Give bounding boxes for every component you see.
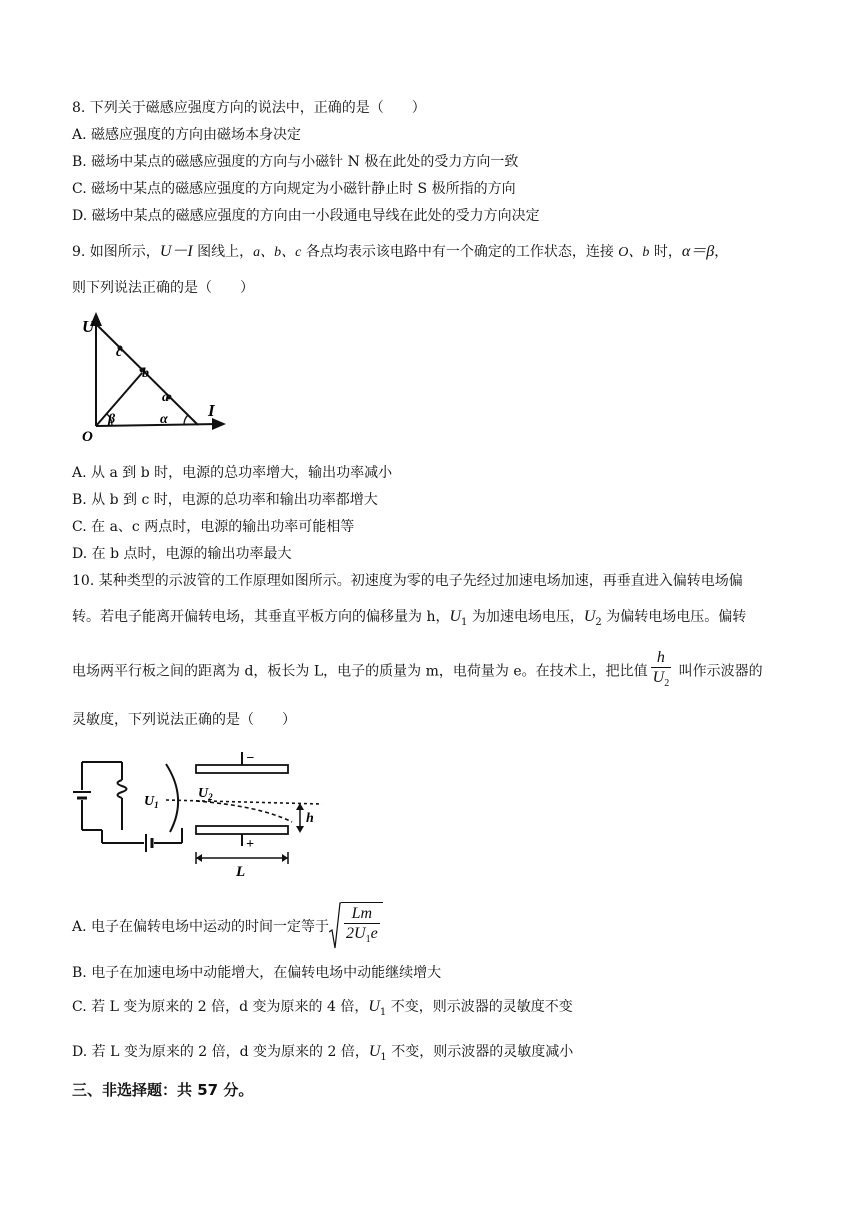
q10-option-a bbox=[72, 902, 383, 952]
q9-axis-i-label: I bbox=[208, 401, 215, 420]
q9-stem-text-5: ， bbox=[714, 244, 729, 260]
q9-ui-graph-figure bbox=[76, 308, 236, 448]
q10-option-c-text-a: C. 若 L 变为原来的 2 倍，d 变为原来的 4 倍， bbox=[72, 999, 369, 1015]
q10-option-c-text-b: 不变，则示波器的灵敏度不变 bbox=[386, 999, 573, 1015]
q10-fig-l-label: L bbox=[236, 864, 246, 878]
q10-stem-line1: 10. 某种类型的示波管的工作原理如图所示。初速度为零的电子先经过加速电场加速，再垂直进入偏转电场偏 bbox=[72, 573, 743, 589]
q9-angle-beta-label: β bbox=[108, 412, 116, 427]
q9-option-c: C. 在 a、c 两点时，电源的输出功率可能相等 bbox=[72, 519, 355, 535]
q10-option-c-u-sub: 1 bbox=[379, 1007, 387, 1018]
q9-angle-alpha-label: α bbox=[160, 412, 168, 427]
q10-option-c bbox=[72, 997, 573, 1023]
q9-option-d: D. 在 b 点时，电源的输出功率最大 bbox=[72, 546, 292, 562]
q10-fig-u1-label: $U_1$ bbox=[144, 794, 159, 810]
q10-option-a-den-a: 2U bbox=[346, 925, 366, 942]
q9-option-a: A. 从 a 到 b 时，电源的总功率增大，输出功率减小 bbox=[72, 465, 393, 481]
q10-fraction-denominator: U bbox=[652, 669, 665, 686]
q10-option-b: B. 电子在加速电场中动能增大，在偏转电场中动能继续增大 bbox=[72, 965, 442, 981]
q10-fraction-denominator-sub: 2 bbox=[664, 678, 670, 689]
q10-u1-symbol: U bbox=[449, 608, 462, 625]
q9-point-a-label: a bbox=[162, 390, 169, 405]
q10-stem-line3 bbox=[72, 649, 763, 694]
q9-stem-text-3: 各点均表示该电路中有一个确定的工作状态，连接 bbox=[301, 244, 619, 260]
q10-line2-text-c: 为加速电场电压， bbox=[467, 609, 584, 625]
q8-option-d: D. 磁场中某点的磁感应强度的方向由一小段通电导线在此处的受力方向决定 bbox=[72, 208, 540, 224]
q10-option-d-u-sub: 1 bbox=[380, 1052, 387, 1063]
q10-fig-h-label: h bbox=[306, 811, 314, 826]
q8-option-c: C. 磁场中某点的磁感应强度的方向规定为小磁针静止时 S 极所指的方向 bbox=[72, 181, 516, 197]
q9-stem-line1 bbox=[72, 242, 728, 263]
q10-line3-text-a: 电场两平行板之间的距离为 d，板长为 L，电子的质量为 m，电荷量为 e。在技术上，把比值 bbox=[72, 663, 648, 680]
q10-option-c-u: U bbox=[368, 998, 380, 1015]
q10-option-a-text: A. 电子在偏转电场中运动的时间一定等于 bbox=[72, 919, 330, 935]
q10-u2-symbol: U bbox=[583, 608, 596, 625]
q10-option-d-text-b: 不变，则示波器的灵敏度减小 bbox=[386, 1044, 574, 1060]
q9-option-b: B. 从 b 到 c 时，电源的总功率和输出功率都增大 bbox=[72, 492, 378, 508]
q9-stem-text-4: 时， bbox=[649, 244, 682, 260]
q10-line2-text-a: 转。若电子能离开偏转电场，其垂直平板方向的偏移量为 h， bbox=[72, 609, 450, 625]
q10-stem-line4: 灵敏度，下列说法正确的是（ ） bbox=[72, 712, 296, 728]
q10-option-d-text-a: D. 若 L 变为原来的 2 倍，d 变为原来的 2 倍， bbox=[72, 1044, 369, 1060]
q10-plus-label: + bbox=[246, 837, 254, 852]
q10-option-a-sqrt bbox=[329, 902, 383, 952]
q10-option-d bbox=[72, 1042, 573, 1068]
q10-u1-subscript: 1 bbox=[461, 617, 468, 628]
q10-option-d-u: U bbox=[368, 1043, 381, 1060]
q8-stem: 8. 下列关于磁感应强度方向的说法中，正确的是（ ） bbox=[72, 100, 426, 116]
q10-line3-text-b: 叫作示波器的 bbox=[674, 663, 763, 680]
q10-option-a-den-sub: 1 bbox=[365, 934, 371, 945]
q9-stem-math-ui: U－I bbox=[159, 243, 193, 260]
section-3-heading: 三、非选择题：共 57 分。 bbox=[72, 1081, 254, 1099]
q9-stem-text-1: 9. 如图所示， bbox=[72, 244, 160, 260]
q9-stem-math-alpha-beta: α＝β bbox=[681, 243, 715, 260]
q8-option-a: A. 磁感应强度的方向由磁场本身决定 bbox=[72, 127, 302, 143]
q10-stem-line2 bbox=[72, 607, 746, 633]
q9-point-c-label: c bbox=[116, 345, 123, 360]
q9-origin-label: O bbox=[82, 429, 93, 445]
q9-point-b-label: b bbox=[142, 366, 149, 381]
q9-stem-line2: 则下列说法正确的是（ ） bbox=[72, 280, 254, 296]
q10-option-a-numerator: Lm bbox=[351, 905, 373, 922]
q10-fig-u2-label: $U_2$ bbox=[198, 786, 213, 802]
q10-minus-label: − bbox=[246, 751, 255, 766]
q9-stem-ob: O、b bbox=[618, 245, 650, 260]
q10-option-a-den-b: e bbox=[370, 925, 378, 942]
q9-axis-u-label: U bbox=[82, 317, 95, 336]
q9-stem-text-2: 图线上， bbox=[192, 244, 254, 260]
q10-u2-subscript: 2 bbox=[595, 617, 602, 628]
q10-line2-text-e: 为偏转电场电压。偏转 bbox=[601, 609, 747, 625]
q9-stem-points: a、b、c bbox=[253, 245, 302, 260]
q10-sensitivity-fraction bbox=[651, 649, 672, 694]
q8-option-b: B. 磁场中某点的磁感应强度的方向与小磁针 N 极在此处的受力方向一致 bbox=[72, 154, 519, 170]
q10-oscilloscope-figure bbox=[70, 748, 330, 878]
q10-fraction-numerator: h bbox=[656, 649, 665, 666]
